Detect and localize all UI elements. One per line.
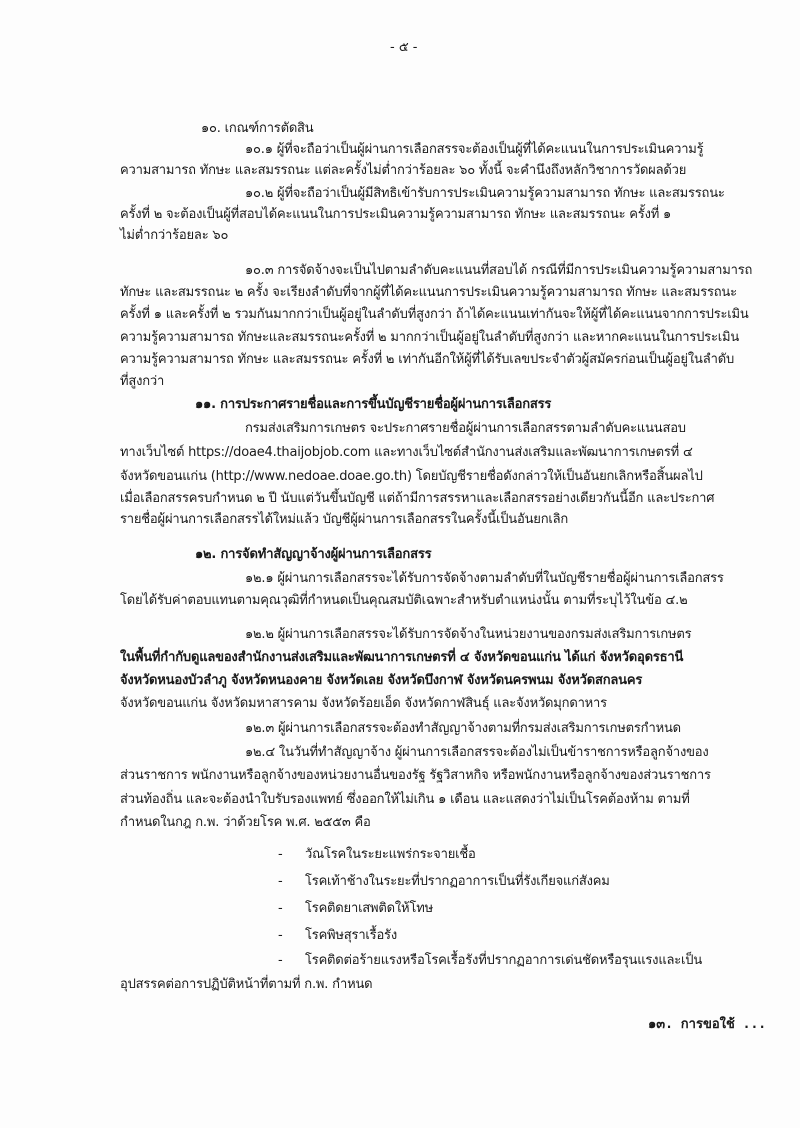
list-item-continuation: อุปสรรคต่อการปฏิบัติหน้าที่ตามที่ ก.พ. กำหนด bbox=[120, 977, 373, 992]
list-bullet: - bbox=[278, 901, 283, 916]
section-10-2-line: ไม่ต่ำกว่าร้อยละ ๖๐ bbox=[120, 228, 229, 243]
list-item: โรคติดยาเสพติดให้โทษ bbox=[305, 901, 433, 916]
section-11-line: กรมส่งเสริมการเกษตร จะประกาศรายชื่อผู้ผ่านการเลือกสรรตามลำดับคะแนนสอบ bbox=[245, 421, 686, 436]
section-12-2-line: ๑๒.๒ ผู้ผ่านการเลือกสรรจะได้รับการจัดจ้างในหน่วยงานของกรมส่งเสริมการเกษตร bbox=[245, 627, 692, 642]
section-12-4-line: ๑๒.๔ ในวันที่ทำสัญญาจ้าง ผู้ผ่านการเลือกสรรจะต้องไม่เป็นข้าราชการหรือลูกจ้างของ bbox=[245, 745, 709, 760]
continuation-marker: ๑๓. การขอใช้ ... bbox=[648, 1017, 767, 1032]
list-bullet: - bbox=[278, 847, 283, 862]
section-10-3-line: ทักษะ และสมรรถนะ ๒ ครั้ง จะเรียงลำดับที่จากผู้ที่ได้คะแนนการประเมินความรู้ความสามารถ ทักษะ และสมรรถนะ bbox=[120, 285, 737, 300]
section-12-heading: ๑๒. การจัดทำสัญญาจ้างผู้ผ่านการเลือกสรร bbox=[195, 547, 432, 562]
section-11-line: รายชื่อผู้ผ่านการเลือกสรรได้ใหม่แล้ว บัญชีผู้ผ่านการเลือกสรรในครั้งนี้เป็นอันยกเลิก bbox=[120, 512, 569, 527]
section-12-2-line: จังหวัดหนองบัวลำภู จังหวัดหนองคาย จังหวัดเลย จังหวัดบึงกาฬ จังหวัดนครพนม จังหวัดสกลนคร bbox=[120, 673, 643, 688]
section-12-4-line: ส่วนราชการ พนักงานหรือลูกจ้างของหน่วยงานอื่นของรัฐ รัฐวิสาหกิจ หรือพนักงานหรือลูกจ้างของส่วนราชการ bbox=[120, 768, 711, 783]
list-bullet: - bbox=[278, 874, 283, 889]
section-12-2-line: จังหวัดขอนแก่น จังหวัดมหาสารคาม จังหวัดร้อยเอ็ด จังหวัดกาฬสินธุ์ และจังหวัดมุกดาหาร bbox=[120, 696, 607, 711]
section-12-2-line: ในพื้นที่กำกับดูแลของสำนักงานส่งเสริมและพัฒนาการเกษตรที่ ๔ จังหวัดขอนแก่น ได้แก่ จังหวัดอุดรธานี bbox=[120, 650, 684, 665]
section-11-line: จังหวัดขอนแก่น (http://www.nedoae.doae.go.th) โดยบัญชีรายชื่อดังกล่าวให้เป็นอันยกเลิกหรือสิ้นผลไป bbox=[120, 469, 703, 484]
section-10-3-line: ที่สูงกว่า bbox=[120, 374, 165, 389]
section-12-1-line: โดยได้รับค่าตอบแทนตามคุณวุฒิที่กำหนดเป็นคุณสมบัติเฉพาะสำหรับตำแหน่งนั้น ตามที่ระบุไว้ในข้อ ๔.๒ bbox=[120, 593, 688, 608]
section-12-4-line: ส่วนท้องถิ่น และจะต้องนำใบรับรองแพทย์ ซึ่งออกให้ไม่เกิน ๑ เดือน และแสดงว่าไม่เป็นโรคต้องห้าม ตามที่ bbox=[120, 792, 690, 807]
section-12-3-line: ๑๒.๓ ผู้ผ่านการเลือกสรรจะต้องทำสัญญาจ้างตามที่กรมส่งเสริมการเกษตรกำหนด bbox=[245, 721, 681, 736]
list-item: วัณโรคในระยะแพร่กระจายเชื้อ bbox=[305, 847, 476, 862]
list-item: โรคติดต่อร้ายแรงหรือโรคเรื้อรังที่ปรากฏอาการเด่นชัดหรือรุนแรงและเป็น bbox=[305, 953, 703, 968]
section-12-4-line: กำหนดในกฎ ก.พ. ว่าด้วยโรค พ.ศ. ๒๕๕๓ คือ bbox=[120, 815, 371, 830]
section-10-3-line: ความรู้ความสามารถ ทักษะและสมรรถนะครั้งที่ ๒ มากกว่าเป็นผู้อยู่ในลำดับที่สูงกว่า และหากคะแนนในการประเมิน bbox=[120, 330, 740, 345]
list-bullet: - bbox=[278, 928, 283, 943]
page-number: - ๕ - bbox=[390, 40, 418, 55]
section-10-1-line: ๑๐.๑ ผู้ที่จะถือว่าเป็นผู้ผ่านการเลือกสรรจะต้องเป็นผู้ที่ได้คะแนนในการประเมินความรู้ bbox=[245, 142, 704, 157]
section-10-3-line: ๑๐.๓ การจัดจ้างจะเป็นไปตามลำดับคะแนนที่สอบได้ กรณีที่มีการประเมินความรู้ความสามารถ bbox=[245, 263, 753, 278]
section-10-heading: ๑๐. เกณฑ์การตัดสิน bbox=[201, 121, 314, 136]
section-11-line: ทางเว็บไซต์ https://doae4.thaijobjob.com และทางเว็บไซต์สำนักงานส่งเสริมและพัฒนาการเกษตรที่ ๔ bbox=[120, 445, 693, 460]
section-10-2-line: ๑๐.๒ ผู้ที่จะถือว่าเป็นผู้มีสิทธิเข้ารับการประเมินความรู้ความสามารถ ทักษะ และสมรรถนะ bbox=[245, 186, 725, 201]
section-12-1-line: ๑๒.๑ ผู้ผ่านการเลือกสรรจะได้รับการจัดจ้างตามลำดับที่ในบัญชีรายชื่อผู้ผ่านการเลือกสรร bbox=[245, 571, 724, 586]
section-11-line: เมื่อเลือกสรรครบกำหนด ๒ ปี นับแต่วันขึ้นบัญชี แต่ถ้ามีการสรรหาและเลือกสรรอย่างเดียวกันนี้อีก และประกาศ bbox=[120, 491, 715, 506]
section-11-heading: ๑๑. การประกาศรายชื่อและการขึ้นบัญชีรายชื่อผู้ผ่านการเลือกสรร bbox=[195, 397, 552, 412]
section-10-2-line: ครั้งที่ ๒ จะต้องเป็นผู้ที่สอบได้คะแนนในการประเมินความรู้ความสามารถ ทักษะ และสมรรถนะ ครั้งที่ ๑ bbox=[120, 207, 672, 222]
list-item: โรคพิษสุราเรื้อรัง bbox=[305, 928, 397, 943]
list-item: โรคเท้าช้างในระยะที่ปรากฏอาการเป็นที่รังเกียจแก่สังคม bbox=[305, 874, 610, 889]
list-bullet: - bbox=[278, 953, 283, 968]
section-10-1-line: ความสามารถ ทักษะ และสมรรถนะ แต่ละครั้งไม่ต่ำกว่าร้อยละ ๖๐ ทั้งนี้ จะคำนึงถึงหลักวิชาการวัดผลด้วย bbox=[120, 163, 687, 178]
section-10-3-line: ความรู้ความสามารถ ทักษะ และสมรรถนะ ครั้งที่ ๒ เท่ากันอีกให้ผู้ที่ได้รับเลขประจำตัวผู้สมัครก่อนเป็นผู้อยู่ในลำดับ bbox=[120, 352, 735, 367]
section-10-3-line: ครั้งที่ ๑ และครั้งที่ ๒ รวมกันมากกว่าเป็นผู้อยู่ในลำดับที่สูงกว่า ถ้าได้คะแนนเท่ากันจะให้ผู้ที่ได้คะแนนจากการประเมิน bbox=[120, 307, 749, 322]
